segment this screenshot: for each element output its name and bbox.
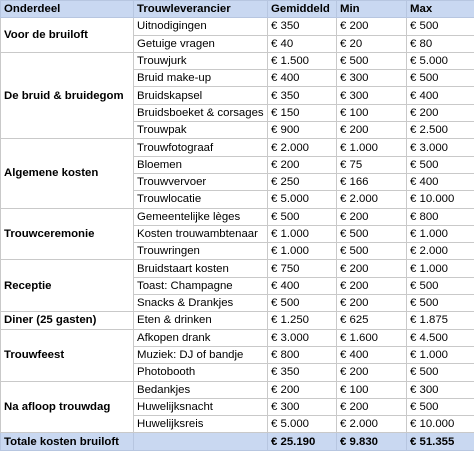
section-trouwceremonie: Trouwceremonie (1, 208, 134, 260)
cell-min: € 100 (337, 381, 407, 398)
cell-gemiddeld: € 2.000 (268, 139, 337, 156)
cell-min: € 500 (337, 225, 407, 242)
cell-gemiddeld: € 200 (268, 381, 337, 398)
cell-min: € 200 (337, 277, 407, 294)
cell-gemiddeld: € 400 (268, 70, 337, 87)
table-row (1, 312, 474, 329)
cell-trouwleverancier: Afkopen drank (134, 329, 268, 346)
cell-max: € 500 (407, 295, 474, 312)
header-gemiddeld: Gemiddeld (268, 1, 337, 18)
cell-trouwleverancier: Huwelijksnacht (134, 398, 268, 415)
section-na-afloop-trouwdag: Na afloop trouwdag (1, 381, 134, 433)
cell-min: € 500 (337, 243, 407, 260)
section-algemene-kosten: Algemene kosten (1, 139, 134, 208)
cell-trouwleverancier: Bedankjes (134, 381, 268, 398)
cell-gemiddeld: € 1.250 (268, 312, 337, 329)
cell-max: € 500 (407, 70, 474, 87)
cell-max: € 1.875 (407, 312, 474, 329)
cell-max: € 3.000 (407, 139, 474, 156)
cell-max: € 80 (407, 35, 474, 52)
cell-min: € 2.000 (337, 191, 407, 208)
cell-min: € 200 (337, 122, 407, 139)
cell-gemiddeld: € 3.000 (268, 329, 337, 346)
section-receptie: Receptie (1, 260, 134, 312)
cell-trouwleverancier: Snacks & Drankjes (134, 295, 268, 312)
cell-max: € 1.000 (407, 346, 474, 363)
table-footer (1, 433, 474, 450)
cell-min: € 75 (337, 156, 407, 173)
table-row (1, 329, 474, 346)
cell-max: € 500 (407, 364, 474, 381)
total-gemiddeld: € 25.190 (268, 433, 337, 450)
cell-trouwleverancier: Photobooth (134, 364, 268, 381)
header-trouwleverancier: Trouwleverancier (134, 1, 268, 18)
cell-gemiddeld: € 500 (268, 295, 337, 312)
cell-max: € 500 (407, 277, 474, 294)
cell-trouwleverancier: Gemeentelijke lèges (134, 208, 268, 225)
cell-trouwleverancier: Bruidstaart kosten (134, 260, 268, 277)
header-onderdeel: Onderdeel (1, 1, 134, 18)
cell-gemiddeld: € 800 (268, 346, 337, 363)
cell-min: € 200 (337, 364, 407, 381)
cell-gemiddeld: € 5.000 (268, 191, 337, 208)
cell-trouwleverancier: Trouwvervoer (134, 173, 268, 190)
table-row (1, 381, 474, 398)
cell-max: € 10.000 (407, 416, 474, 433)
cell-min: € 200 (337, 18, 407, 35)
total-min: € 9.830 (337, 433, 407, 450)
cell-max: € 500 (407, 156, 474, 173)
cell-trouwleverancier: Trouwfotograaf (134, 139, 268, 156)
cell-gemiddeld: € 350 (268, 87, 337, 104)
cell-gemiddeld: € 900 (268, 122, 337, 139)
cell-min: € 166 (337, 173, 407, 190)
cell-min: € 400 (337, 346, 407, 363)
header-row (1, 1, 474, 18)
cell-max: € 2.500 (407, 122, 474, 139)
cell-gemiddeld: € 150 (268, 104, 337, 121)
table-row (1, 139, 474, 156)
cell-max: € 400 (407, 173, 474, 190)
cell-min: € 2.000 (337, 416, 407, 433)
cell-gemiddeld: € 400 (268, 277, 337, 294)
cell-min: € 1.600 (337, 329, 407, 346)
cell-trouwleverancier: Toast: Champagne (134, 277, 268, 294)
cell-gemiddeld: € 1.500 (268, 52, 337, 69)
cell-trouwleverancier: Trouwringen (134, 243, 268, 260)
cell-trouwleverancier: Eten & drinken (134, 312, 268, 329)
cell-trouwleverancier: Trouwjurk (134, 52, 268, 69)
cell-gemiddeld: € 40 (268, 35, 337, 52)
table-row (1, 52, 474, 69)
section-diner-25-gasten: Diner (25 gasten) (1, 312, 134, 329)
cell-trouwleverancier: Muziek: DJ of bandje (134, 346, 268, 363)
table-body (1, 18, 474, 433)
cell-trouwleverancier: Trouwlocatie (134, 191, 268, 208)
cell-gemiddeld: € 500 (268, 208, 337, 225)
cell-max: € 2.000 (407, 243, 474, 260)
cell-max: € 1.000 (407, 260, 474, 277)
cell-min: € 500 (337, 52, 407, 69)
cell-min: € 100 (337, 104, 407, 121)
cell-gemiddeld: € 750 (268, 260, 337, 277)
cell-gemiddeld: € 350 (268, 18, 337, 35)
cell-max: € 400 (407, 87, 474, 104)
cell-trouwleverancier: Getuige vragen (134, 35, 268, 52)
cell-min: € 20 (337, 35, 407, 52)
cell-max: € 4.500 (407, 329, 474, 346)
section-de-bruid-bruidegom: De bruid & bruidegom (1, 52, 134, 138)
section-voor-de-bruiloft: Voor de bruiloft (1, 18, 134, 53)
total-max: € 51.355 (407, 433, 474, 450)
cell-max: € 200 (407, 104, 474, 121)
table-header (1, 1, 474, 18)
cell-trouwleverancier: Trouwpak (134, 122, 268, 139)
cell-gemiddeld: € 5.000 (268, 416, 337, 433)
section-trouwfeest: Trouwfeest (1, 329, 134, 381)
header-max: Max (407, 1, 474, 18)
cell-min: € 200 (337, 208, 407, 225)
cell-gemiddeld: € 350 (268, 364, 337, 381)
table-row (1, 260, 474, 277)
total-label: Totale kosten bruiloft (1, 433, 134, 450)
cell-min: € 300 (337, 87, 407, 104)
table-row (1, 18, 474, 35)
cell-gemiddeld: € 1.000 (268, 243, 337, 260)
cell-trouwleverancier: Bruidskapsel (134, 87, 268, 104)
cell-trouwleverancier: Huwelijksreis (134, 416, 268, 433)
cell-min: € 625 (337, 312, 407, 329)
cell-min: € 200 (337, 398, 407, 415)
cell-gemiddeld: € 200 (268, 156, 337, 173)
cell-min: € 300 (337, 70, 407, 87)
total-row (1, 433, 474, 450)
cell-max: € 10.000 (407, 191, 474, 208)
cell-max: € 5.000 (407, 52, 474, 69)
cell-min: € 200 (337, 260, 407, 277)
cell-gemiddeld: € 300 (268, 398, 337, 415)
total-supplier (134, 433, 268, 450)
cell-trouwleverancier: Bruid make-up (134, 70, 268, 87)
cell-gemiddeld: € 250 (268, 173, 337, 190)
cell-trouwleverancier: Kosten trouwambtenaar (134, 225, 268, 242)
cell-trouwleverancier: Uitnodigingen (134, 18, 268, 35)
cell-trouwleverancier: Bloemen (134, 156, 268, 173)
header-min: Min (337, 1, 407, 18)
cell-max: € 300 (407, 381, 474, 398)
cell-max: € 500 (407, 18, 474, 35)
cell-max: € 500 (407, 398, 474, 415)
cell-max: € 800 (407, 208, 474, 225)
cell-min: € 200 (337, 295, 407, 312)
table-row (1, 208, 474, 225)
cell-gemiddeld: € 1.000 (268, 225, 337, 242)
cell-trouwleverancier: Bruidsboeket & corsages (134, 104, 268, 121)
cell-max: € 1.000 (407, 225, 474, 242)
cell-min: € 1.000 (337, 139, 407, 156)
